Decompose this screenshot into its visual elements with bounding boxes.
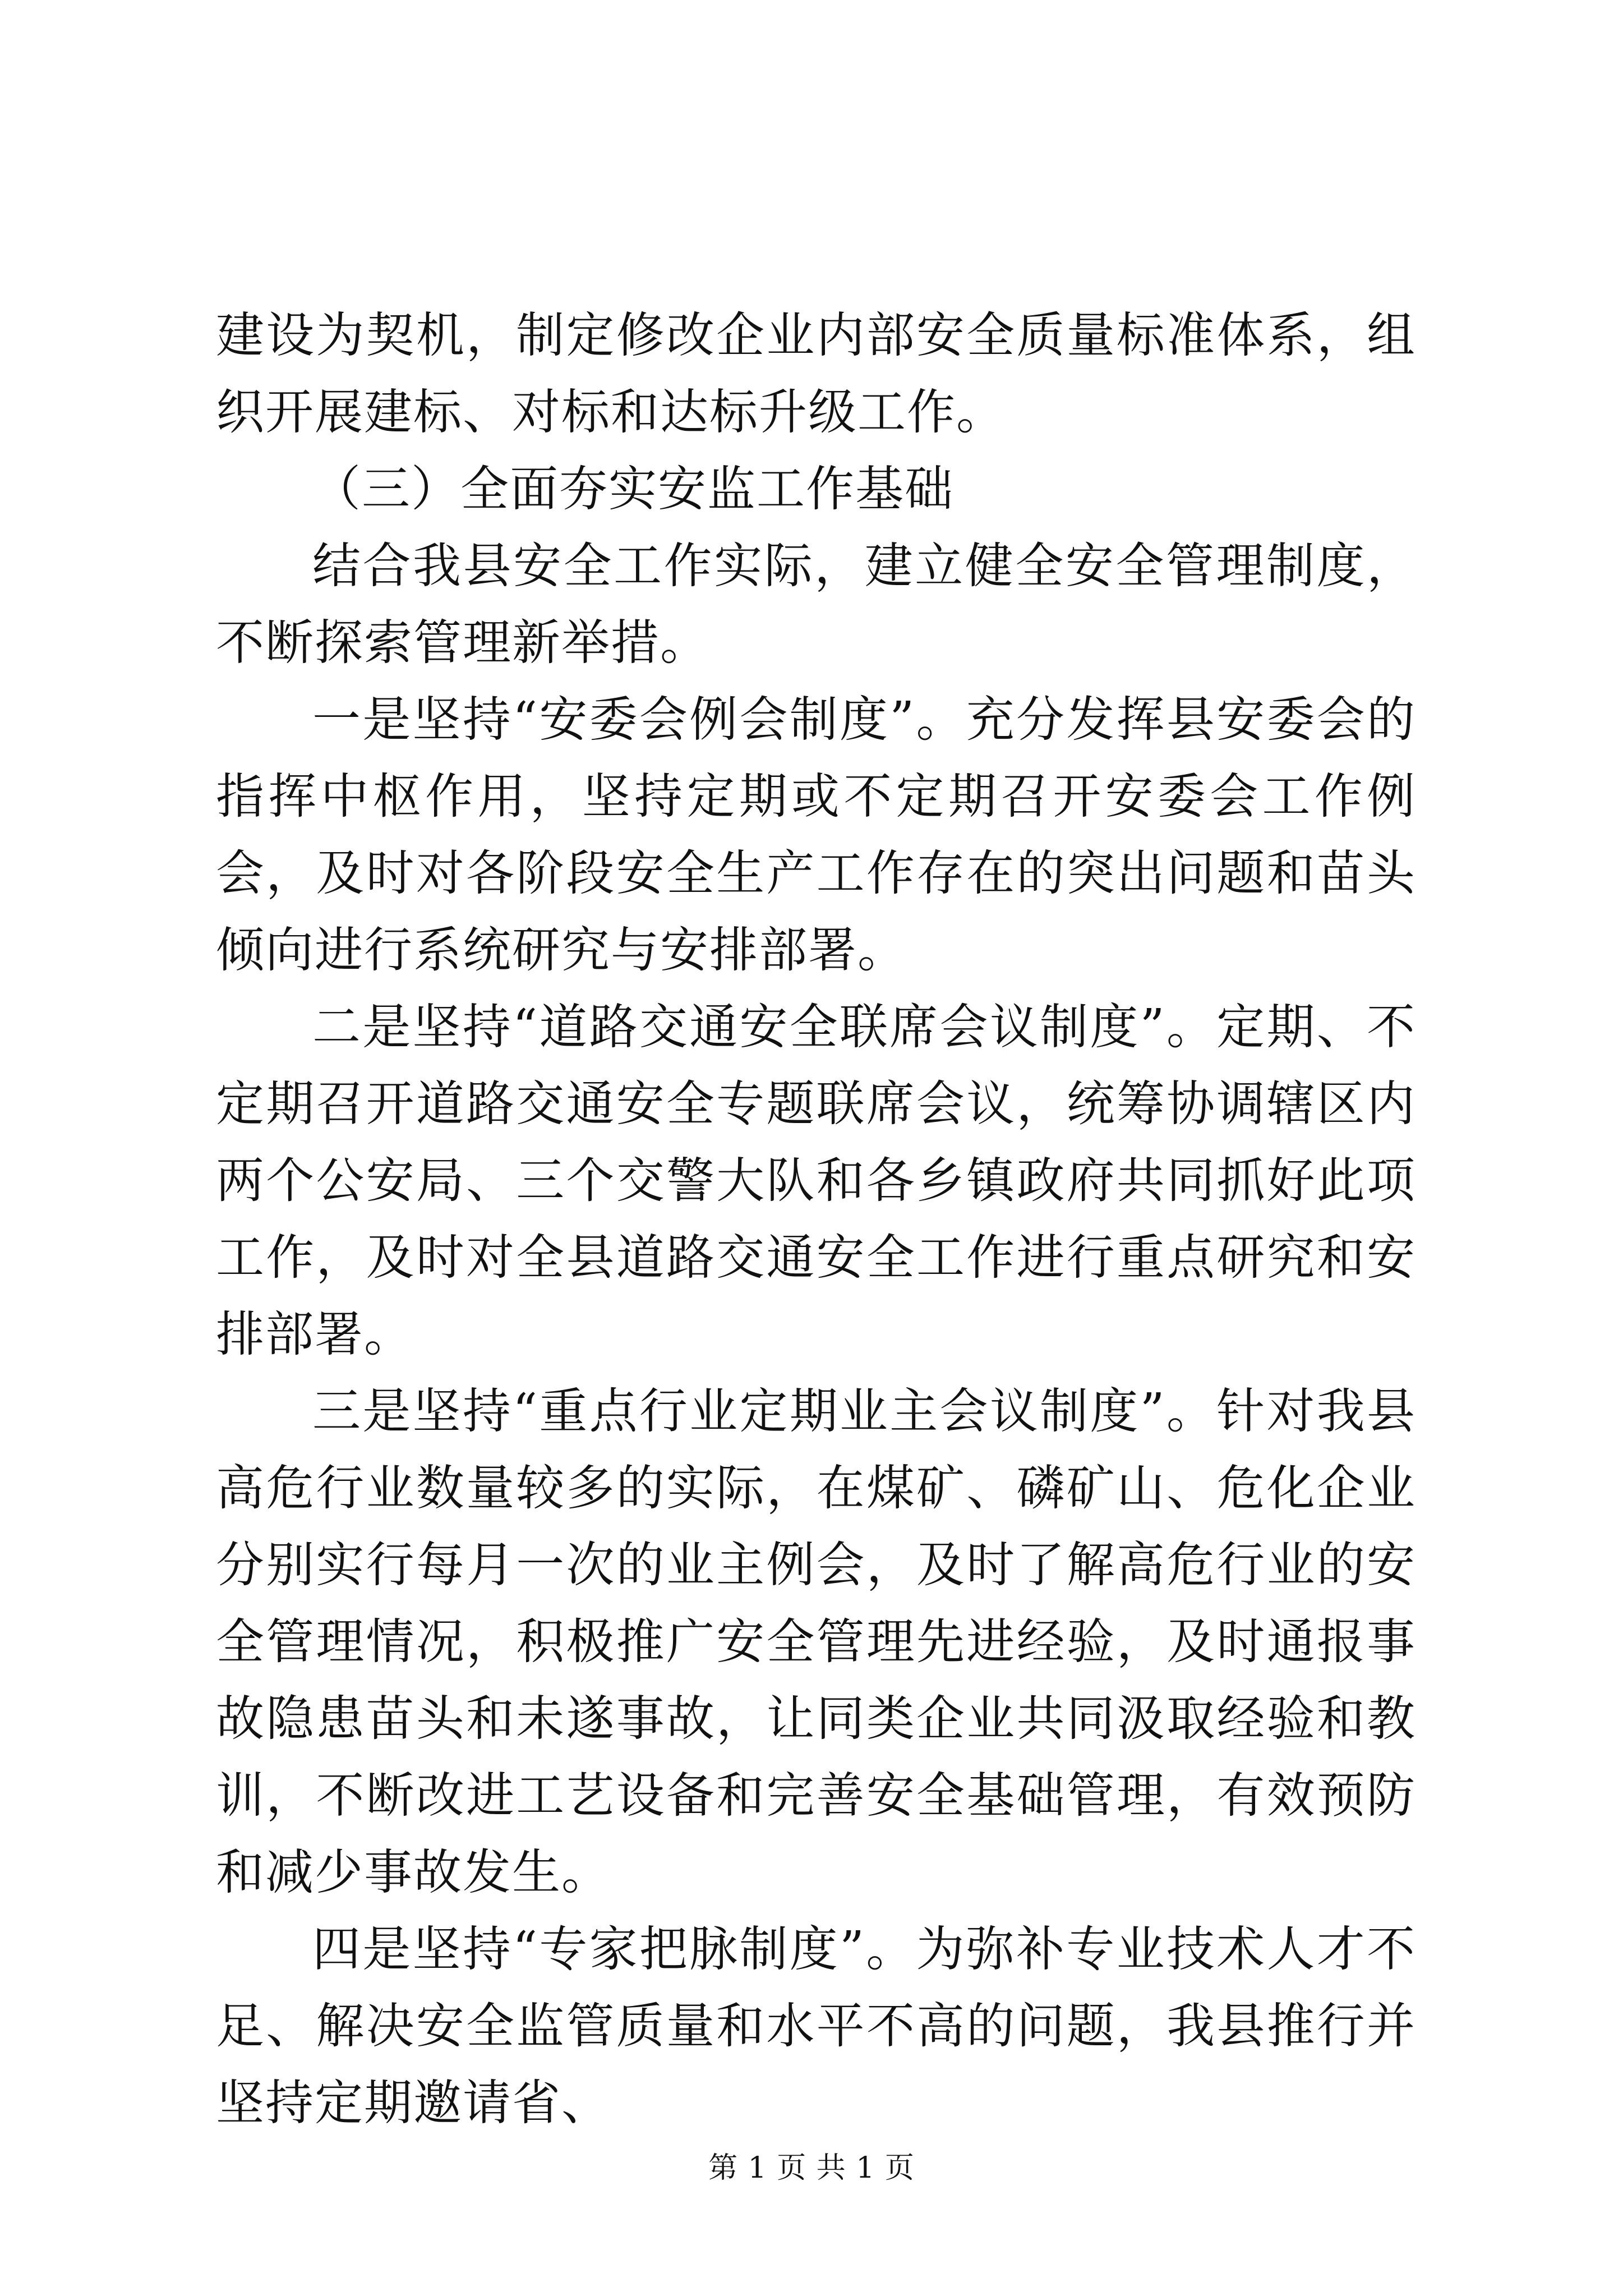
page-footer: 第 1 页 共 1 页 [708,2151,915,2185]
paragraph-6: 四是坚持“专家把脉制度”。为弥补专业技术人才不足、解决安全监管质量和水平不高的问题，我县推行并坚持定期邀请省、 [216,1921,1416,2131]
paragraph-2: 结合我县安全工作实际，建立健全安全管理制度，不断探索管理新举措。 [216,538,1416,671]
paragraph-5: 三是坚持“重点行业定期业主会议制度”。针对我县高危行业数量较多的实际，在煤矿、磷矿山、危化企业分别实行每月一次的业主例会，及时了解高危行业的安全管理情况，积极推广安全管理先进经验，及时通报事故隐患苗头和未遂事故，让同类企业共同汲取经验和教训，不断改进工艺设备和完善安全基础管理，有效预防和减少事故发生。 [216,1383,1416,1901]
document-body [216,297,1416,2142]
section-heading: （三）全面夯实安监工作基础 [312,461,954,517]
paragraph-3: 一是坚持“安委会例会制度”。充分发挥县安委会的指挥中枢作用，坚持定期或不定期召开安委会工作例会，及时对各阶段安全生产工作存在的突出问题和苗头倾向进行系统研究与安排部署。 [216,692,1416,978]
paragraph-4: 二是坚持“道路交通安全联席会议制度”。定期、不定期召开道路交通安全专题联席会议，统筹协调辖区内两个公安局、三个交警大队和各乡镇政府共同抓好此项工作，及时对全县道路交通安全工作进行重点研究和安排部署。 [216,999,1416,1363]
paragraph-1: 建设为契机，制定修改企业内部安全质量标准体系，组织开展建标、对标和达标升级工作。 [216,307,1416,440]
